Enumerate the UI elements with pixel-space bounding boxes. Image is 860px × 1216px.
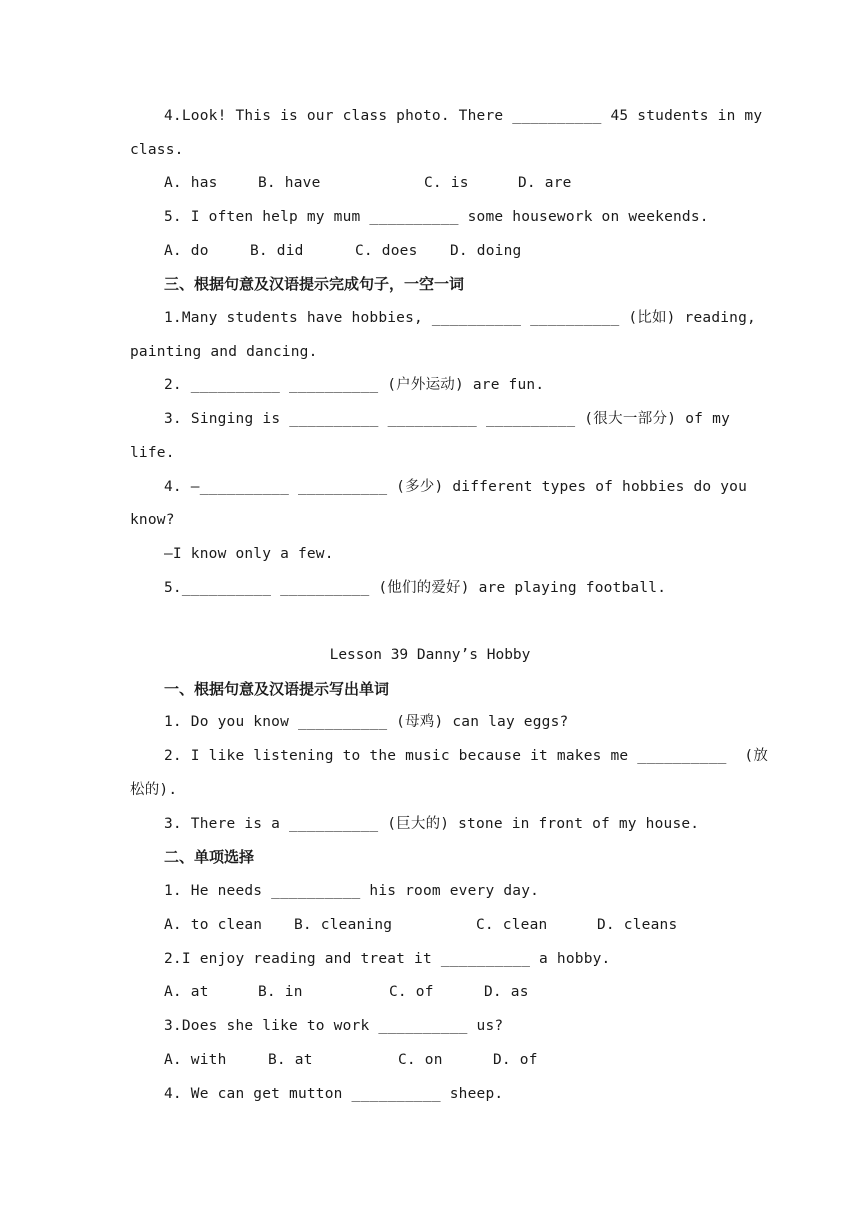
q5-option-a: A. do <box>164 243 209 259</box>
sentence-3-line-1: 3. Singing is __________ __________ __________ (很大一部分) of my <box>164 411 730 427</box>
sentence-4-reply: —I know only a few. <box>164 546 334 562</box>
choice-2: 2.I enjoy reading and treat it __________ a hobby. <box>164 951 611 967</box>
c3-option-d: D. of <box>493 1052 538 1068</box>
question-4-line-2: class. <box>130 142 184 158</box>
q4-option-c: C. is <box>424 175 469 191</box>
sentence-5: 5.__________ __________ (他们的爱好) are playing football. <box>164 580 667 596</box>
c2-option-b: B. in <box>258 984 303 1000</box>
c1-option-b: B. cleaning <box>294 917 393 933</box>
q5-option-d: D. doing <box>450 243 522 259</box>
sentence-4-line-2: know? <box>130 512 175 528</box>
sentence-1-line-1: 1.Many students have hobbies, __________ __________ (比如) reading, <box>164 310 756 326</box>
c2-option-c: C. of <box>389 984 434 1000</box>
c2-option-d: D. as <box>484 984 529 1000</box>
choice-3: 3.Does she like to work __________ us? <box>164 1018 504 1034</box>
c1-option-d: D. cleans <box>597 917 678 933</box>
q4-option-b: B. have <box>258 175 321 191</box>
question-5: 5. I often help my mum __________ some housework on weekends. <box>164 209 709 225</box>
q5-option-b: B. did <box>250 243 304 259</box>
choice-1: 1. He needs __________ his room every day. <box>164 883 540 899</box>
sentence-2: 2. __________ __________ (户外运动) are fun. <box>164 377 545 393</box>
word-2-line-2: 松的). <box>130 782 178 798</box>
section-heading-1: 一、根据句意及汉语提示写出单词 <box>164 680 390 698</box>
sentence-3-line-2: life. <box>130 445 175 461</box>
word-2-line-1: 2. I like listening to the music because it makes me __________ (放 <box>164 748 769 764</box>
q4-option-a: A. has <box>164 175 218 191</box>
sentence-4-line-1: 4. —__________ __________ (多少) different types of hobbies do you <box>164 479 748 495</box>
word-3: 3. There is a __________ (巨大的) stone in front of my house. <box>164 816 700 832</box>
q5-option-c: C. does <box>355 243 418 259</box>
c3-option-c: C. on <box>398 1052 443 1068</box>
q4-option-d: D. are <box>518 175 572 191</box>
c3-option-a: A. with <box>164 1052 227 1068</box>
section-heading-2: 二、单项选择 <box>164 848 255 866</box>
sentence-1-line-2: painting and dancing. <box>130 344 318 360</box>
c3-option-b: B. at <box>268 1052 313 1068</box>
word-1: 1. Do you know __________ (母鸡) can lay eggs? <box>164 714 569 730</box>
question-4-line-1: 4.Look! This is our class photo. There __________ 45 students in my <box>164 108 763 124</box>
lesson-title: Lesson 39 Danny’s Hobby <box>329 647 531 663</box>
c1-option-c: C. clean <box>476 917 548 933</box>
section-heading-3: 三、根据句意及汉语提示完成句子，一空一词 <box>164 275 465 293</box>
c1-option-a: A. to clean <box>164 917 263 933</box>
c2-option-a: A. at <box>164 984 209 1000</box>
choice-4: 4. We can get mutton __________ sheep. <box>164 1086 504 1102</box>
